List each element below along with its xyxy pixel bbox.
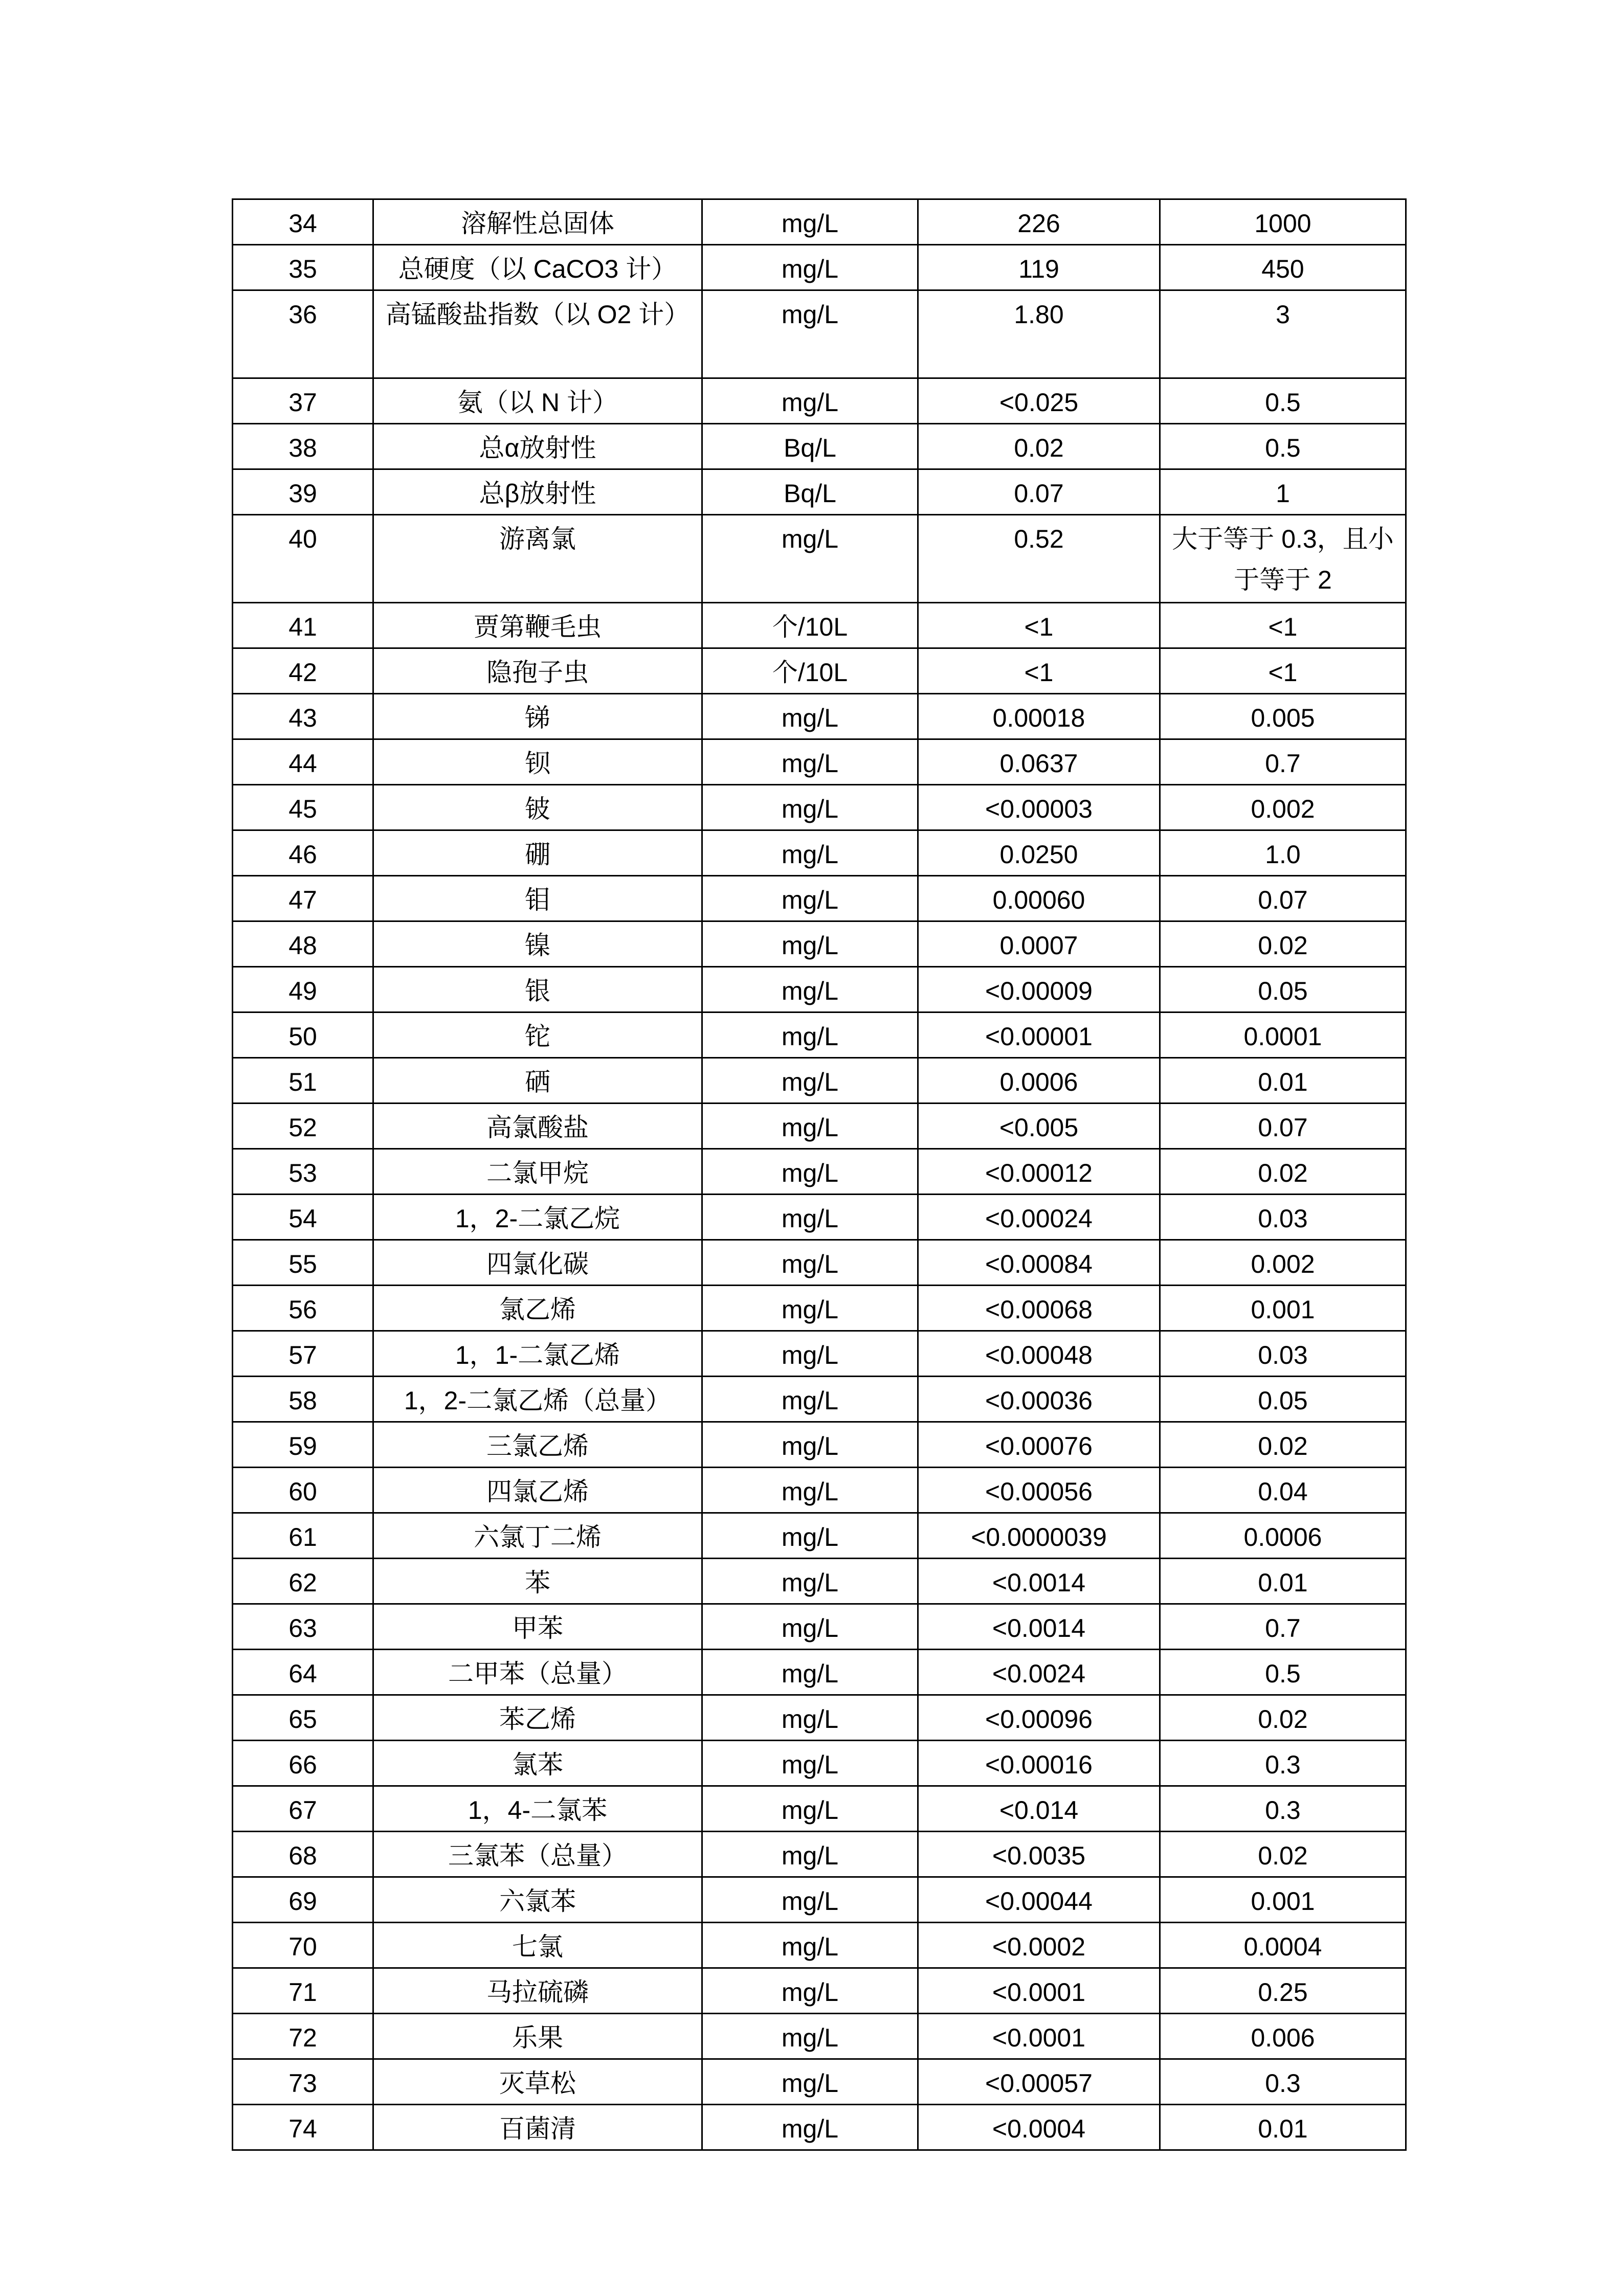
cell-test-result: <0.00068 [918,1286,1160,1331]
cell-test-result: 0.0637 [918,739,1160,785]
cell-test-result: <0.005 [918,1104,1160,1149]
cell-item-name: 镍 [373,921,702,967]
cell-item-name: 氯苯 [373,1741,702,1786]
cell-standard-limit: 0.02 [1160,1832,1406,1877]
cell-row-number: 65 [233,1695,373,1741]
cell-row-number: 36 [233,290,373,378]
cell-test-result: <0.00009 [918,967,1160,1012]
table-row [233,921,1406,967]
cell-item-name: 三氯乙烯 [373,1422,702,1468]
cell-standard-limit: 450 [1160,245,1406,290]
cell-item-name: 总硬度（以 CaCO3 计） [373,245,702,290]
cell-test-result: <0.00001 [918,1012,1160,1058]
cell-unit: mg/L [702,1695,918,1741]
cell-test-result: 0.07 [918,469,1160,515]
cell-row-number: 68 [233,1832,373,1877]
cell-test-result: <0.0024 [918,1650,1160,1695]
cell-row-number: 67 [233,1786,373,1832]
cell-standard-limit: 0.02 [1160,1149,1406,1195]
cell-standard-limit: 0.02 [1160,1695,1406,1741]
cell-unit: mg/L [702,1468,918,1513]
cell-test-result: <0.0002 [918,1923,1160,1968]
cell-test-result: <0.0001 [918,1968,1160,2014]
cell-item-name: 马拉硫磷 [373,1968,702,2014]
cell-test-result: <0.0004 [918,2105,1160,2150]
table-row [233,1422,1406,1468]
cell-row-number: 63 [233,1604,373,1650]
cell-item-name: 氨（以 N 计） [373,378,702,424]
cell-test-result: <0.0001 [918,2014,1160,2059]
cell-unit: mg/L [702,1058,918,1104]
cell-standard-limit: 0.0001 [1160,1012,1406,1058]
cell-item-name: 铊 [373,1012,702,1058]
cell-unit: mg/L [702,1650,918,1695]
table-row [233,603,1406,648]
cell-item-name: 四氯乙烯 [373,1468,702,1513]
cell-row-number: 45 [233,785,373,830]
table-row [233,694,1406,739]
cell-item-name: 灭草松 [373,2059,702,2105]
cell-unit: mg/L [702,1104,918,1149]
cell-unit: mg/L [702,1604,918,1650]
cell-row-number: 35 [233,245,373,290]
cell-test-result: <1 [918,603,1160,648]
cell-test-result: <0.0014 [918,1559,1160,1604]
cell-standard-limit: 0.01 [1160,2105,1406,2150]
cell-test-result: 119 [918,245,1160,290]
cell-test-result: 226 [918,199,1160,245]
cell-test-result: 0.00060 [918,876,1160,921]
cell-row-number: 60 [233,1468,373,1513]
table-row [233,290,1406,378]
cell-unit: mg/L [702,1559,918,1604]
cell-item-name: 硼 [373,830,702,876]
cell-row-number: 72 [233,2014,373,2059]
cell-item-name: 钡 [373,739,702,785]
table-row [233,1877,1406,1923]
cell-row-number: 42 [233,648,373,694]
table-row [233,1058,1406,1104]
cell-standard-limit: 0.5 [1160,1650,1406,1695]
cell-item-name: 苯 [373,1559,702,1604]
cell-standard-limit: 0.002 [1160,1240,1406,1286]
cell-standard-limit: 0.04 [1160,1468,1406,1513]
table-row [233,469,1406,515]
cell-item-name: 氯乙烯 [373,1286,702,1331]
cell-row-number: 61 [233,1513,373,1559]
cell-unit: mg/L [702,830,918,876]
table-row [233,967,1406,1012]
cell-row-number: 55 [233,1240,373,1286]
cell-unit: Bq/L [702,424,918,469]
cell-item-name: 百菌清 [373,2105,702,2150]
cell-test-result: <0.00056 [918,1468,1160,1513]
cell-unit: mg/L [702,1741,918,1786]
cell-item-name: 六氯苯 [373,1877,702,1923]
table-row [233,1559,1406,1604]
cell-item-name: 1，2-二氯乙烷 [373,1195,702,1240]
cell-unit: mg/L [702,2059,918,2105]
table-row [233,648,1406,694]
cell-row-number: 41 [233,603,373,648]
cell-item-name: 钼 [373,876,702,921]
cell-standard-limit: 0.3 [1160,1786,1406,1832]
cell-unit: mg/L [702,1286,918,1331]
cell-standard-limit: 0.01 [1160,1058,1406,1104]
table-row [233,1832,1406,1877]
cell-unit: mg/L [702,739,918,785]
cell-test-result: <0.00012 [918,1149,1160,1195]
cell-item-name: 游离氯 [373,515,702,603]
cell-standard-limit: 0.3 [1160,1741,1406,1786]
cell-test-result: <0.00003 [918,785,1160,830]
cell-row-number: 37 [233,378,373,424]
cell-standard-limit: 0.25 [1160,1968,1406,2014]
cell-standard-limit: 0.5 [1160,378,1406,424]
cell-row-number: 52 [233,1104,373,1149]
cell-standard-limit: 1 [1160,469,1406,515]
table-row [233,1104,1406,1149]
cell-test-result: <0.0014 [918,1604,1160,1650]
cell-row-number: 64 [233,1650,373,1695]
cell-item-name: 总β放射性 [373,469,702,515]
cell-standard-limit: <1 [1160,648,1406,694]
cell-unit: Bq/L [702,469,918,515]
cell-test-result: <0.0035 [918,1832,1160,1877]
cell-item-name: 隐孢子虫 [373,648,702,694]
cell-test-result: <0.00048 [918,1331,1160,1377]
cell-row-number: 73 [233,2059,373,2105]
cell-unit: mg/L [702,1422,918,1468]
table-row [233,785,1406,830]
cell-item-name: 1，4-二氯苯 [373,1786,702,1832]
cell-standard-limit: 0.3 [1160,2059,1406,2105]
cell-test-result: 0.0006 [918,1058,1160,1104]
cell-item-name: 高氯酸盐 [373,1104,702,1149]
cell-standard-limit: 0.05 [1160,1377,1406,1422]
cell-row-number: 43 [233,694,373,739]
cell-row-number: 54 [233,1195,373,1240]
table-row [233,1012,1406,1058]
table-row [233,830,1406,876]
table-row [233,1695,1406,1741]
cell-row-number: 57 [233,1331,373,1377]
cell-item-name: 锑 [373,694,702,739]
cell-unit: mg/L [702,1012,918,1058]
cell-standard-limit: 1.0 [1160,830,1406,876]
cell-row-number: 58 [233,1377,373,1422]
cell-row-number: 70 [233,1923,373,1968]
cell-standard-limit: 0.002 [1160,785,1406,830]
cell-unit: mg/L [702,1149,918,1195]
table-row [233,2059,1406,2105]
cell-standard-limit: 3 [1160,290,1406,378]
cell-test-result: 0.02 [918,424,1160,469]
cell-test-result: <0.00024 [918,1195,1160,1240]
cell-standard-limit: 1000 [1160,199,1406,245]
table-row [233,424,1406,469]
cell-test-result: 0.52 [918,515,1160,603]
cell-standard-limit: <1 [1160,603,1406,648]
cell-unit: mg/L [702,1832,918,1877]
cell-row-number: 53 [233,1149,373,1195]
table-row [233,1604,1406,1650]
table-row [233,2105,1406,2150]
cell-standard-limit: 大于等于 0.3，且小于等于 2 [1160,515,1406,603]
table-row [233,199,1406,245]
cell-unit: mg/L [702,1377,918,1422]
cell-item-name: 高锰酸盐指数（以 O2 计） [373,290,702,378]
table-row [233,1786,1406,1832]
cell-standard-limit: 0.5 [1160,424,1406,469]
table-row [233,515,1406,603]
table-row [233,876,1406,921]
cell-test-result: 0.0007 [918,921,1160,967]
cell-standard-limit: 0.0006 [1160,1513,1406,1559]
table-row [233,1968,1406,2014]
table-row [233,1650,1406,1695]
table-row [233,1513,1406,1559]
table-row [233,1195,1406,1240]
cell-test-result: <0.025 [918,378,1160,424]
cell-row-number: 56 [233,1286,373,1331]
cell-test-result: <0.00044 [918,1877,1160,1923]
cell-unit: mg/L [702,2014,918,2059]
cell-row-number: 51 [233,1058,373,1104]
cell-unit: mg/L [702,378,918,424]
cell-item-name: 甲苯 [373,1604,702,1650]
cell-unit: mg/L [702,1786,918,1832]
cell-unit: mg/L [702,1195,918,1240]
cell-item-name: 溶解性总固体 [373,199,702,245]
cell-unit: mg/L [702,290,918,378]
cell-row-number: 49 [233,967,373,1012]
cell-row-number: 50 [233,1012,373,1058]
cell-unit: mg/L [702,199,918,245]
cell-row-number: 66 [233,1741,373,1786]
table-row [233,1741,1406,1786]
cell-item-name: 1，2-二氯乙烯（总量） [373,1377,702,1422]
cell-row-number: 40 [233,515,373,603]
cell-row-number: 69 [233,1877,373,1923]
cell-unit: mg/L [702,967,918,1012]
cell-test-result: 0.0250 [918,830,1160,876]
table-row [233,378,1406,424]
cell-standard-limit: 0.07 [1160,876,1406,921]
cell-standard-limit: 0.005 [1160,694,1406,739]
cell-standard-limit: 0.02 [1160,1422,1406,1468]
cell-unit: mg/L [702,876,918,921]
cell-standard-limit: 0.01 [1160,1559,1406,1604]
cell-row-number: 74 [233,2105,373,2150]
cell-row-number: 48 [233,921,373,967]
cell-row-number: 34 [233,199,373,245]
table-row [233,2014,1406,2059]
cell-row-number: 59 [233,1422,373,1468]
cell-item-name: 二氯甲烷 [373,1149,702,1195]
table-row [233,1377,1406,1422]
cell-row-number: 38 [233,424,373,469]
cell-unit: mg/L [702,785,918,830]
cell-test-result: <0.0000039 [918,1513,1160,1559]
cell-item-name: 硒 [373,1058,702,1104]
cell-item-name: 六氯丁二烯 [373,1513,702,1559]
cell-standard-limit: 0.7 [1160,1604,1406,1650]
cell-test-result: 1.80 [918,290,1160,378]
cell-test-result: <0.00057 [918,2059,1160,2105]
cell-standard-limit: 0.07 [1160,1104,1406,1149]
table-row [233,1468,1406,1513]
table-body [233,199,1406,2150]
cell-unit: mg/L [702,1923,918,1968]
cell-row-number: 62 [233,1559,373,1604]
table-row [233,1923,1406,1968]
cell-standard-limit: 0.05 [1160,967,1406,1012]
cell-test-result: <1 [918,648,1160,694]
cell-unit: mg/L [702,515,918,603]
cell-item-name: 苯乙烯 [373,1695,702,1741]
table-row [233,1149,1406,1195]
table-row [233,1240,1406,1286]
cell-item-name: 贾第鞭毛虫 [373,603,702,648]
cell-unit: mg/L [702,1331,918,1377]
cell-unit: mg/L [702,921,918,967]
cell-row-number: 71 [233,1968,373,2014]
cell-row-number: 44 [233,739,373,785]
cell-item-name: 三氯苯（总量） [373,1832,702,1877]
cell-item-name: 铍 [373,785,702,830]
cell-standard-limit: 0.006 [1160,2014,1406,2059]
cell-standard-limit: 0.001 [1160,1877,1406,1923]
cell-standard-limit: 0.001 [1160,1286,1406,1331]
cell-standard-limit: 0.0004 [1160,1923,1406,1968]
cell-unit: 个/10L [702,603,918,648]
cell-unit: 个/10L [702,648,918,694]
cell-item-name: 二甲苯（总量） [373,1650,702,1695]
cell-test-result: <0.00036 [918,1377,1160,1422]
cell-item-name: 总α放射性 [373,424,702,469]
cell-unit: mg/L [702,1240,918,1286]
cell-row-number: 47 [233,876,373,921]
table-row [233,245,1406,290]
cell-unit: mg/L [702,1877,918,1923]
cell-item-name: 七氯 [373,1923,702,1968]
cell-unit: mg/L [702,694,918,739]
cell-standard-limit: 0.7 [1160,739,1406,785]
cell-item-name: 乐果 [373,2014,702,2059]
cell-test-result: <0.00084 [918,1240,1160,1286]
cell-unit: mg/L [702,1513,918,1559]
cell-item-name: 四氯化碳 [373,1240,702,1286]
table-row [233,739,1406,785]
cell-item-name: 银 [373,967,702,1012]
cell-test-result: <0.00076 [918,1422,1160,1468]
water-quality-table [232,198,1407,2151]
cell-item-name: 1，1-二氯乙烯 [373,1331,702,1377]
cell-standard-limit: 0.03 [1160,1331,1406,1377]
table-row [233,1286,1406,1331]
cell-test-result: 0.00018 [918,694,1160,739]
cell-row-number: 46 [233,830,373,876]
cell-test-result: <0.00096 [918,1695,1160,1741]
cell-test-result: <0.014 [918,1786,1160,1832]
cell-unit: mg/L [702,245,918,290]
table-row [233,1331,1406,1377]
cell-test-result: <0.00016 [918,1741,1160,1786]
cell-unit: mg/L [702,1968,918,2014]
cell-standard-limit: 0.02 [1160,921,1406,967]
cell-row-number: 39 [233,469,373,515]
cell-standard-limit: 0.03 [1160,1195,1406,1240]
cell-unit: mg/L [702,2105,918,2150]
